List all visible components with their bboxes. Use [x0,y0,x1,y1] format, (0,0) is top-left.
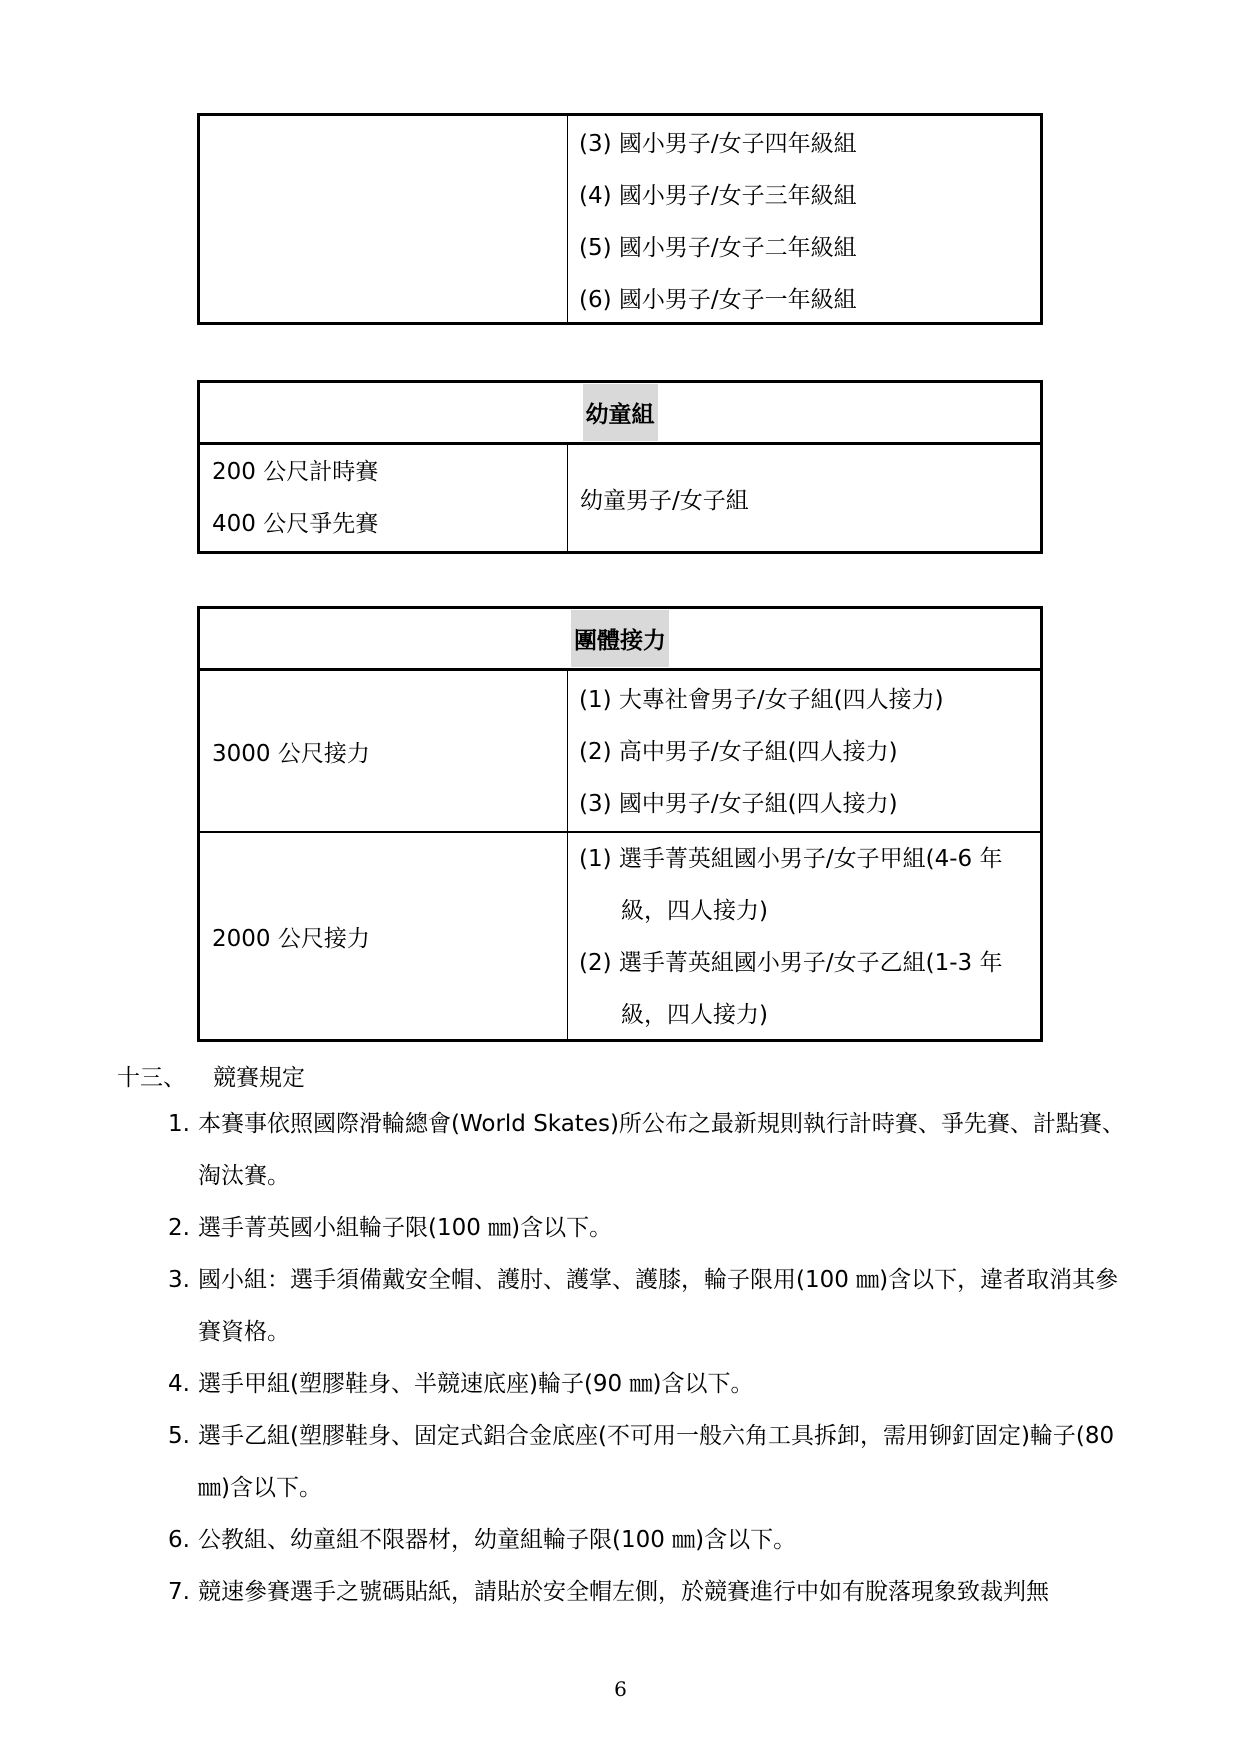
section-number: 十三、 [117,1065,186,1091]
rule-text: 本賽事依照國際滑輪總會(World Skates)所公布之最新規則執行計時賽、爭先賽、計點賽、淘汰賽。 [198,1111,1125,1189]
relay-row-2000 [200,831,1040,1039]
division-list [568,833,1040,1039]
division-item: (1) 選手菁英組國小男子/女子甲組(4-6 年 [579,846,1003,872]
division-item: (3) 國中男子/女子組(四人接力) [579,791,898,817]
table-header-label: 團體接力 [571,610,669,667]
rule-item [168,1410,1138,1514]
rule-number: 1. [168,1111,190,1137]
page-number: 6 [614,1677,627,1701]
table-header [200,609,1040,671]
event-cell [200,833,568,1039]
division-table-continued [197,113,1043,325]
rule-number: 4. [168,1371,190,1397]
division-item-continued: 級，四人接力) [621,898,768,924]
empty-event-cell [200,116,568,322]
event-item: 200 公尺計時賽 [212,459,379,485]
rule-text: 國小組：選手須備戴安全帽、護肘、護掌、護膝，輪子限用(100 ㎜)含以下，違者取消其參賽資格。 [198,1267,1119,1345]
rule-item [168,1098,1138,1202]
event-cell [200,671,568,831]
rule-number: 7. [168,1579,190,1605]
table-header [200,383,1040,445]
rule-item [168,1358,1138,1410]
division-text: 幼童男子/女子組 [580,487,749,514]
division-list [568,671,1040,831]
rule-number: 3. [168,1267,190,1293]
event-item: 400 公尺爭先賽 [212,511,379,537]
table-header-label: 幼童組 [583,384,658,441]
rule-number: 5. [168,1423,190,1449]
rule-item [168,1514,1138,1566]
event-label: 2000 公尺接力 [212,925,370,952]
rule-text: 選手乙組(塑膠鞋身、固定式鋁合金底座(不可用一般六角工具拆卸，需用铆釘固定)輪子(80 ㎜)含以下。 [198,1423,1115,1501]
event-label: 3000 公尺接力 [212,740,370,767]
division-item: (4) 國小男子/女子三年級組 [579,183,857,209]
rule-text: 選手甲組(塑膠鞋身、半競速底座)輪子(90 ㎜)含以下。 [198,1371,754,1397]
rule-number: 6. [168,1527,190,1553]
rule-text: 公教組、幼童組不限器材，幼童組輪子限(100 ㎜)含以下。 [198,1527,797,1553]
relay-table [197,606,1043,1042]
division-item: (3) 國小男子/女子四年級組 [579,131,857,157]
division-item: (1) 大專社會男子/女子組(四人接力) [579,687,944,713]
division-item-continued: 級，四人接力) [621,1002,768,1028]
rule-item [168,1566,1138,1618]
rules-list [168,1098,1138,1618]
division-item: (2) 選手菁英組國小男子/女子乙組(1-3 年 [579,950,1003,976]
kids-division-table [197,380,1043,554]
division-list [568,116,1040,322]
rule-item [168,1254,1138,1358]
relay-row-3000 [200,671,1040,831]
rule-number: 2. [168,1215,190,1241]
division-item: (6) 國小男子/女子一年級組 [579,287,857,313]
division-item: (5) 國小男子/女子二年級組 [579,235,857,261]
division-item: (2) 高中男子/女子組(四人接力) [579,739,898,765]
section-heading [117,1063,305,1093]
section-title: 競賽規定 [213,1065,305,1091]
division-cell [568,445,1040,551]
rule-item [168,1202,1138,1254]
event-list [200,445,568,551]
rule-text: 競速參賽選手之號碼貼紙，請貼於安全帽左側，於競賽進行中如有脫落現象致裁判無 [198,1579,1049,1605]
rule-text: 選手菁英國小組輪子限(100 ㎜)含以下。 [198,1215,613,1241]
